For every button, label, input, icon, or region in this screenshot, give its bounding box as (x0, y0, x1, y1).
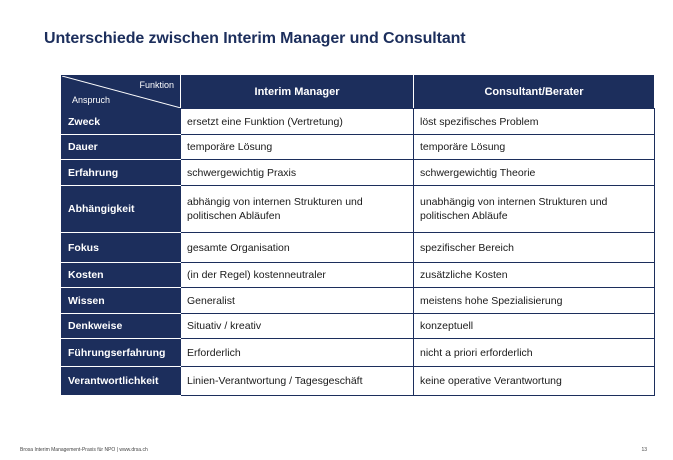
header-row (62, 76, 655, 109)
corner-label-claim: Anspruch (72, 95, 111, 105)
row-label: Denkweise (62, 314, 181, 339)
cell-interim-manager: Linien-Verantwortung / Tagesgeschäft (181, 367, 414, 396)
cell-consultant: schwergewichtig Theorie (414, 160, 655, 186)
table-row (62, 233, 655, 263)
cell-interim-manager: Generalist (181, 288, 414, 314)
cell-consultant: nicht a priori erforderlich (414, 339, 655, 367)
cell-consultant: unabhängig von internen Strukturen und politischen Abläufe (414, 186, 655, 233)
table-row (62, 263, 655, 288)
cell-interim-manager: ersetzt eine Funktion (Vertretung) (181, 109, 414, 135)
row-label: Führungserfahrung (62, 339, 181, 367)
comparison-table (61, 75, 655, 396)
table-row (62, 288, 655, 314)
table-row (62, 314, 655, 339)
table-row (62, 186, 655, 233)
footer-text: Brosa Interim Management-Praxis für NPO | www.drsa.ch (20, 447, 148, 453)
cell-interim-manager: Erforderlich (181, 339, 414, 367)
cell-consultant: konzeptuell (414, 314, 655, 339)
cell-consultant: meistens hohe Spezialisierung (414, 288, 655, 314)
row-label: Dauer (62, 135, 181, 160)
row-label: Verantwortlichkeit (62, 367, 181, 396)
cell-interim-manager: abhängig von internen Strukturen und politischen Abläufen (181, 186, 414, 233)
header-interim-manager: Interim Manager (181, 76, 414, 109)
page-number: 13 (641, 447, 647, 453)
cell-interim-manager: (in der Regel) kostenneutraler (181, 263, 414, 288)
row-label: Fokus (62, 233, 181, 263)
corner-label-function: Funktion (139, 80, 174, 90)
table-row (62, 339, 655, 367)
cell-interim-manager: temporäre Lösung (181, 135, 414, 160)
table-row (62, 109, 655, 135)
table-row (62, 135, 655, 160)
cell-interim-manager: Situativ / kreativ (181, 314, 414, 339)
row-label: Abhängigkeit (62, 186, 181, 233)
corner-cell (62, 76, 181, 109)
cell-interim-manager: gesamte Organisation (181, 233, 414, 263)
row-label: Kosten (62, 263, 181, 288)
cell-consultant: temporäre Lösung (414, 135, 655, 160)
table-row (62, 160, 655, 186)
cell-consultant: keine operative Verantwortung (414, 367, 655, 396)
page-title: Unterschiede zwischen Interim Manager und Consultant (44, 30, 466, 47)
cell-consultant: zusätzliche Kosten (414, 263, 655, 288)
table-row (62, 367, 655, 396)
cell-interim-manager: schwergewichtig Praxis (181, 160, 414, 186)
row-label: Erfahrung (62, 160, 181, 186)
cell-consultant: löst spezifisches Problem (414, 109, 655, 135)
row-label: Zweck (62, 109, 181, 135)
row-label: Wissen (62, 288, 181, 314)
cell-consultant: spezifischer Bereich (414, 233, 655, 263)
header-consultant: Consultant/Berater (414, 76, 655, 109)
